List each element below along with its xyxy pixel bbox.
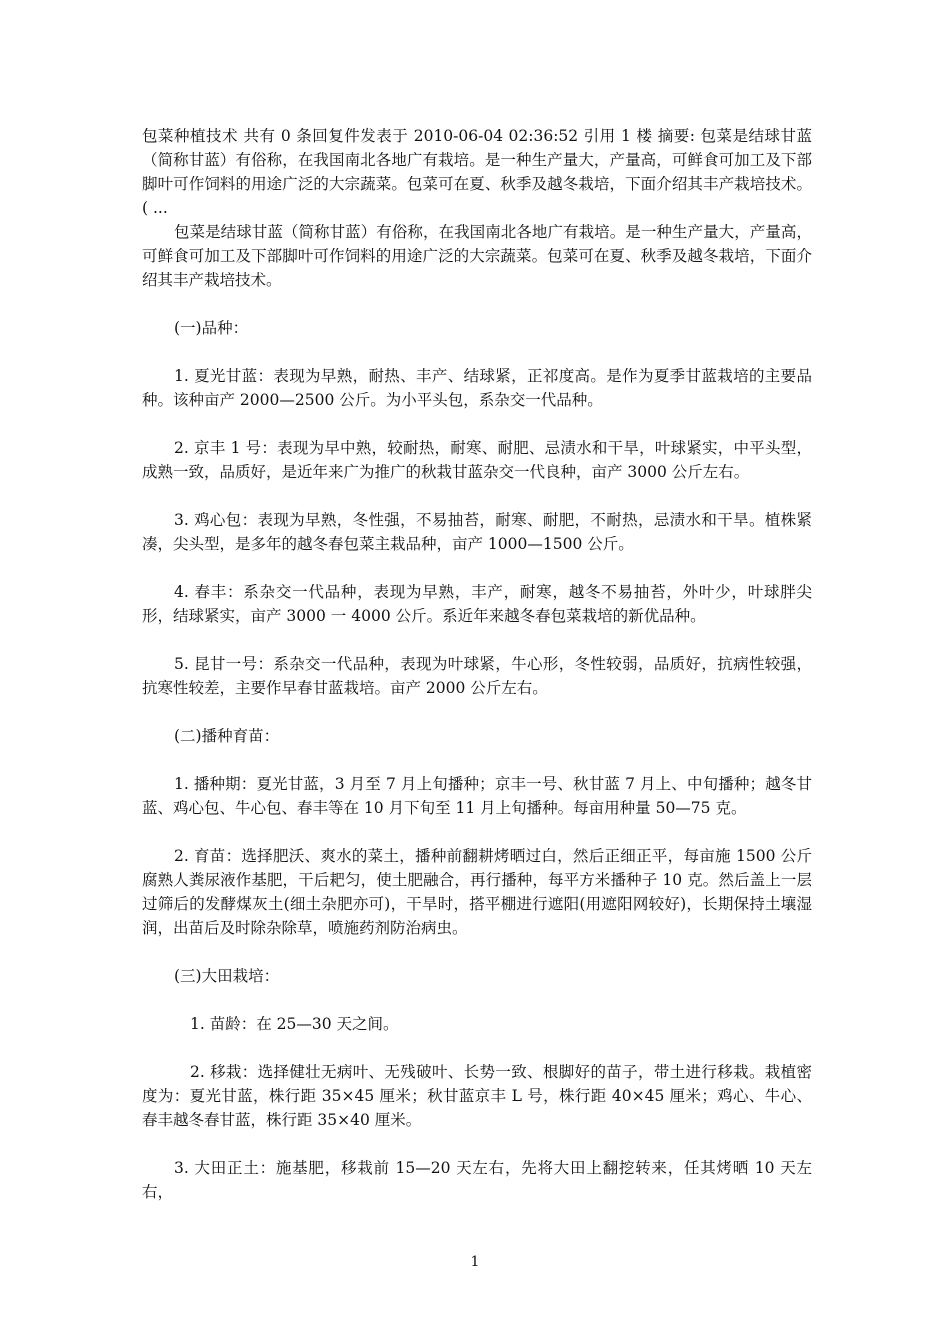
section-heading-field: (三)大田栽培： bbox=[174, 967, 280, 985]
field-paragraph-2: 2. 移栽：选择健壮无病叶、无残破叶、长势一致、根脚好的苗子，带土进行移栽。栽植密度为：夏光甘蓝，株行距 35×45 厘米；秋甘蓝京丰 L 号，株行距 40×45 厘米；鸡心、牛心、春丰越冬春甘蓝，株行距 35×40 厘米。 bbox=[142, 1063, 812, 1129]
page-number: 1 bbox=[470, 1254, 480, 1270]
variety-paragraph-4: 4. 春丰：系杂交一代品种，表现为早熟，丰产，耐寒，越冬不易抽苔，外叶少，叶球胖尖形，结球紧实，亩产 3000 一 4000 公斤。系近年来越冬春包菜栽培的新优品种。 bbox=[142, 583, 812, 625]
summary-paragraph: 包菜种植技术 共有 0 条回复件发表于 2010-06-04 02:36:52 引用 1 楼 摘要: 包菜是结球甘蓝（简称甘蓝）有俗称，在我国南北各地广有栽培。是一种生产量大，产量高，可鲜食可加工及下部脚叶可作饲料的用途广泛的大宗蔬菜。包菜可在夏、秋季及越冬栽培，下面介绍其丰产栽培技术。 ( ... bbox=[142, 127, 812, 217]
field-paragraph-3: 3. 大田正土：施基肥，移栽前 15—20 天左右，先将大田上翻挖转来，任其烤晒 10 天左右， bbox=[142, 1159, 812, 1201]
seedling-paragraph-1: 1. 播种期：夏光甘蓝，3 月至 7 月上旬播种；京丰一号、秋甘蓝 7 月上、中旬播种；越冬甘蓝、鸡心包、牛心包、春丰等在 10 月下旬至 11 月上旬播种。每亩用种量 50—75 克。 bbox=[142, 775, 812, 817]
variety-paragraph-3: 3. 鸡心包：表现为早熟，冬性强，不易抽苔，耐寒、耐肥，不耐热，忌渍水和干旱。植株紧凑，尖头型，是多年的越冬春包菜主栽品种，亩产 1000—1500 公斤。 bbox=[142, 511, 812, 553]
variety-paragraph-5: 5. 昆甘一号：系杂交一代品种，表现为叶球紧，牛心形，冬性较弱，品质好，抗病性较强，抗寒性较差，主要作早春甘蓝栽培。亩产 2000 公斤左右。 bbox=[142, 655, 812, 697]
variety-paragraph-1: 1. 夏光甘蓝：表现为早熟，耐热、丰产、结球紧，正祁度高。是作为夏季甘蓝栽培的主要品种。该种亩产 2000—2500 公斤。为小平头包，系杂交一代品种。 bbox=[142, 367, 812, 409]
intro-paragraph: 包菜是结球甘蓝（简称甘蓝）有俗称，在我国南北各地广有栽培。是一种生产量大，产量高，可鲜食可加工及下部脚叶可作饲料的用途广泛的大宗蔬菜。包菜可在夏、秋季及越冬栽培，下面介绍其丰产栽培技术。 bbox=[142, 223, 812, 289]
seedling-paragraph-2: 2. 育苗：选择肥沃、爽水的菜土，播种前翻耕烤晒过白，然后正细正平，每亩施 1500 公斤腐熟人粪尿液作基肥，干后耙匀，使土肥融合，再行播种，每平方米播种子 10 克。然后盖上一层过筛后的发酵煤灰土(细土杂肥亦可)，干旱时，搭平棚进行遮阳(用遮阳网较好)，长期保持土壤湿润，出苗后及时除杂除草，喷施药剂防治病虫。 bbox=[142, 847, 812, 937]
variety-paragraph-2: 2. 京丰 1 号：表现为早中熟，较耐热，耐寒、耐肥、忌渍水和干旱，叶球紧实，中平头型，成熟一致，品质好，是近年来广为推广的秋栽甘蓝杂交一代良种，亩产 3000 公斤左右。 bbox=[142, 439, 812, 481]
document-body bbox=[142, 124, 812, 1228]
section-heading-seedlings: (二)播种育苗： bbox=[174, 727, 280, 745]
field-paragraph-1: 1. 苗龄：在 25—30 天之间。 bbox=[190, 1015, 399, 1033]
section-heading-varieties: (一)品种： bbox=[174, 319, 249, 337]
